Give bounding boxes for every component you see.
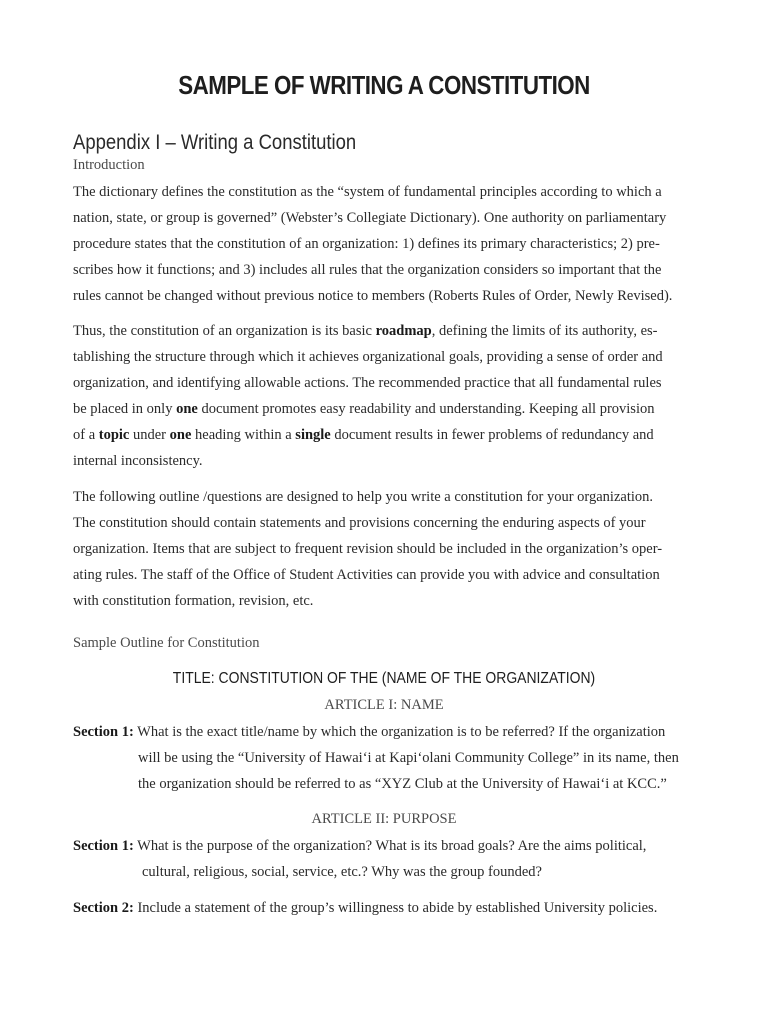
- text-run: Include a statement of the group’s willingness to abide by established University policies.: [133, 900, 658, 916]
- section-label: Section 1:: [73, 838, 134, 854]
- article-heading: ARTICLE II: PURPOSE: [311, 811, 457, 827]
- paragraph-line: internal inconsistency.: [73, 453, 203, 469]
- section-line: cultural, religious, social, service, etc.? Why was the group founded?: [142, 864, 542, 880]
- article-heading: ARTICLE I: NAME: [324, 697, 444, 713]
- section-line: [73, 833, 713, 859]
- text-run: heading within a: [191, 427, 296, 443]
- paragraph-definition: [73, 179, 698, 309]
- section-line: will be using the “University of Hawai‘i at Kapi‘olani Community College” in its name, then: [138, 750, 679, 766]
- appendix-heading: Appendix I – Writing a Constitution: [73, 131, 357, 154]
- paragraph-line: The dictionary defines the constitution as the “system of fundamental principles according to which a: [73, 184, 662, 200]
- paragraph-line: [73, 422, 698, 448]
- article1-section1: [73, 719, 713, 797]
- section-label: Section 1:: [73, 724, 134, 740]
- article2-section1: [73, 833, 713, 885]
- section-label: Section 2:: [73, 900, 134, 916]
- constitution-title: TITLE: CONSTITUTION OF THE (NAME OF THE ORGANIZATION): [172, 670, 596, 687]
- paragraph-line: rules cannot be changed without previous notice to members (Roberts Rules of Order, Newly Revised).: [73, 288, 673, 304]
- paragraph-line: The constitution should contain statements and provisions concerning the enduring aspects of your: [73, 515, 646, 531]
- paragraph-line: nation, state, or group is governed” (Webster’s Collegiate Dictionary). One authority on parliamentary: [73, 210, 667, 226]
- paragraph-outline-intro: [73, 484, 698, 614]
- paragraph-line: organization, and identifying allowable actions. The recommended practice that all fundamental rules: [73, 375, 662, 391]
- paragraph-line: ating rules. The staff of the Office of Student Activities can provide you with advice and consultation: [73, 567, 660, 583]
- article2-section2: [73, 895, 713, 921]
- paragraph-line: organization. Items that are subject to frequent revision should be included in the organization’s oper-: [73, 541, 663, 557]
- text-run: be placed in only: [73, 401, 177, 417]
- text-run: Thus, the constitution of an organization is its basic: [73, 323, 376, 339]
- paragraph-line: The following outline /questions are designed to help you write a constitution for your organization.: [73, 489, 654, 505]
- section-line: [73, 895, 713, 921]
- paragraph-line: tablishing the structure through which it achieves organizational goals, providing a sense of order and: [73, 349, 663, 365]
- introduction-label: Introduction: [73, 157, 145, 173]
- sample-outline-label: Sample Outline for Constitution: [73, 635, 260, 651]
- section-line: [73, 719, 713, 745]
- paragraph-line: procedure states that the constitution of an organization: 1) defines its primary characteristics; 2) pre-: [73, 236, 660, 252]
- paragraph-line: [73, 318, 698, 344]
- text-run: What is the purpose of the organization? What is its broad goals? Are the aims political,: [133, 838, 647, 854]
- bold-text-roadmap: roadmap: [375, 323, 432, 339]
- bold-text-single: single: [295, 427, 331, 443]
- paragraph-line: scribes how it functions; and 3) includes all rules that the organization considers so important that the: [73, 262, 662, 278]
- bold-text-topic: topic: [98, 427, 130, 443]
- text-run: of a: [73, 427, 99, 443]
- text-run: under: [129, 427, 170, 443]
- bold-text-one: one: [176, 401, 198, 417]
- text-run: document promotes easy readability and understanding. Keeping all provision: [197, 401, 655, 417]
- paragraph-roadmap: [73, 318, 698, 474]
- text-run: What is the exact title/name by which the organization is to be referred? If the organization: [133, 724, 666, 740]
- paragraph-line: [73, 396, 698, 422]
- paragraph-line: with constitution formation, revision, etc.: [73, 593, 314, 609]
- text-run: document results in fewer problems of redundancy and: [330, 427, 654, 443]
- document-title: SAMPLE OF WRITING A CONSTITUTION: [178, 70, 590, 100]
- section-line: the organization should be referred to as “XYZ Club at the University of Hawai‘i at KCC.”: [138, 776, 667, 792]
- text-run: , defining the limits of its authority, es-: [431, 323, 658, 339]
- bold-text-one: one: [169, 427, 192, 443]
